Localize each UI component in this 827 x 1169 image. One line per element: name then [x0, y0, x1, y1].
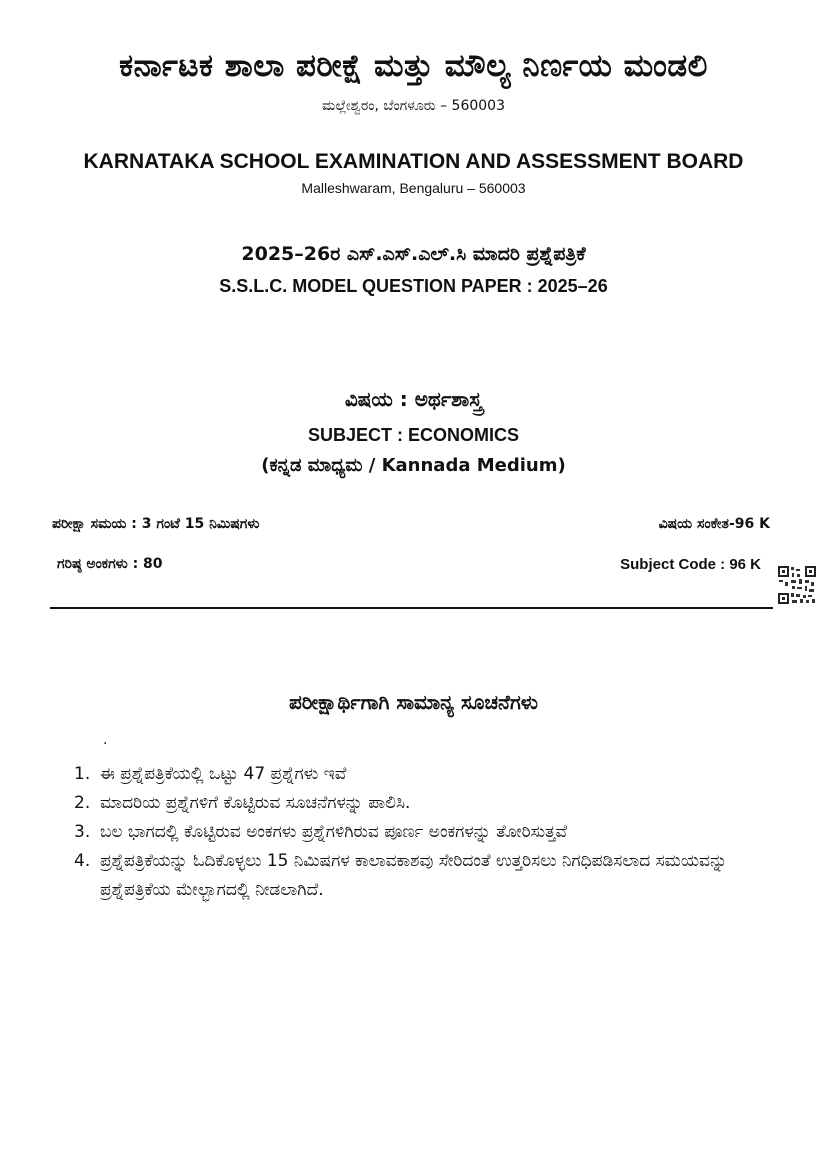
subject-code-english: Subject Code : 96 K: [620, 556, 761, 573]
board-address-english: Malleshwaram, Bengaluru – 560003: [301, 180, 526, 196]
qr-code-icon: [777, 565, 817, 605]
item-text: ಪ್ರಶ್ನೆಪತ್ರಿಕೆಯನ್ನು ಓದಿಕೊಳ್ಳಲು 15 ನಿಮಿಷಗಳ ಕಾಲಾವಕಾಶವು ಸೇರಿದಂತೆ ಉತ್ತರಿಸಲು ನಿಗಧಿಪಡಿಸಲಾದ ಸಮಯವನ್ನು ಪ್ರಶ್ನೆಪತ್ರಿಕೆಯ ಮೇಲ್ಭಾಗದಲ್ಲಿ ನೀಡಲಾಗಿದೆ.: [100, 851, 728, 900]
list-item: [74, 760, 734, 789]
list-item: [74, 818, 734, 847]
item-text: ಬಲ ಭಾಗದಲ್ಲಿ ಕೊಟ್ಟಿರುವ ಅಂಕಗಳು ಪ್ರಶ್ನೆಗಳಿಗಿರುವ ಪೂರ್ಣ ಅಂಕಗಳನ್ನು ತೋರಿಸುತ್ತವೆ: [100, 822, 568, 842]
item-number: 2.: [74, 793, 91, 813]
item-number: 4.: [74, 851, 91, 871]
medium-label: (ಕನ್ನಡ ಮಾಧ್ಯಮ / Kannada Medium): [261, 455, 566, 476]
instructions-list: [74, 760, 734, 905]
item-number: 1.: [74, 764, 91, 784]
subject-english: SUBJECT : ECONOMICS: [307, 425, 520, 445]
item-text: ಮಾದರಿಯ ಪ್ರಶ್ನೆಗಳಿಗೆ ಕೊಟ್ಟಿರುವ ಸೂಚನೆಗಳನ್ನು ಪಾಲಿಸಿ.: [100, 793, 411, 813]
stray-mark: .: [103, 732, 108, 748]
board-name-english: KARNATAKA SCHOOL EXAMINATION AND ASSESSMENT BOARD: [83, 150, 744, 173]
paper-title-kannada: 2025–26ರ ಎಸ್.ಎಸ್.ಎಲ್.ಸಿ ಮಾದರಿ ಪ್ರಶ್ನೆಪತ್ರಿಕೆ: [241, 243, 586, 265]
paper-title-english: S.S.L.C. MODEL QUESTION PAPER : 2025–26: [219, 276, 608, 296]
list-item: [74, 847, 734, 905]
horizontal-divider: [50, 607, 773, 609]
item-text: ಈ ಪ್ರಶ್ನೆಪತ್ರಿಕೆಯಲ್ಲಿ ಒಟ್ಟು 47 ಪ್ರಶ್ನೆಗಳು ಇವೆ: [100, 764, 347, 784]
subject-kannada: ವಿಷಯ : ಅರ್ಥಶಾಸ್ತ್ರ: [344, 387, 483, 411]
subject-code-kannada: ವಿಷಯ ಸಂಕೇತ-96 K: [658, 516, 770, 532]
board-address-kannada: ಮಲ್ಲೇಶ್ವರಂ, ಬೆಂಗಳೂರು – 560003: [322, 98, 505, 114]
list-item: [74, 789, 734, 818]
board-name-kannada: ಕರ್ನಾಟಕ ಶಾಲಾ ಪರೀಕ್ಷೆ ಮತ್ತು ಮೌಲ್ಯ ನಿರ್ಣಯ ಮಂಡಲಿ: [119, 48, 708, 84]
maximum-marks: ಗರಿಷ್ಠ ಅಂಕಗಳು : 80: [57, 556, 163, 572]
exam-duration: ಪರೀಕ್ಷಾ ಸಮಯ : 3 ಗಂಟೆ 15 ನಿಮಿಷಗಳು: [52, 516, 260, 532]
instructions-heading: ಪರೀಕ್ಷಾರ್ಥಿಗಾಗಿ ಸಾಮಾನ್ಯ ಸೂಚನೆಗಳು: [289, 690, 538, 714]
item-number: 3.: [74, 822, 91, 842]
